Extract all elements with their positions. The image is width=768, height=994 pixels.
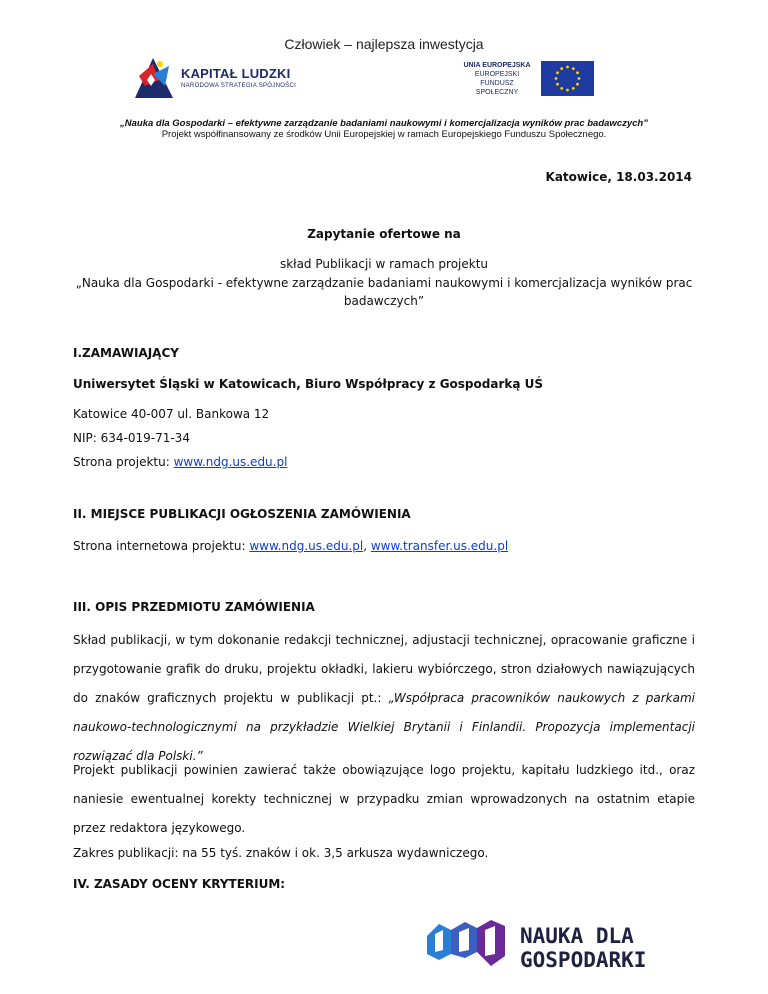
- transfer-site-link[interactable]: www.transfer.us.edu.pl: [370, 539, 509, 553]
- ndg-logo-text: NAUKA DLA GOSPODARKI: [520, 924, 647, 972]
- nauka-dla-gospodarki-logo: [425, 910, 725, 970]
- project-title: „Nauka dla Gospodarki – efektywne zarządzanie badaniami naukowymi i komercjalizacja wyników prac badawczych”: [120, 118, 648, 129]
- header-slogan: Człowiek – najlepsza inwestycja: [284, 36, 484, 52]
- eu-line1: UNIA EUROPEJSKA: [463, 62, 531, 69]
- project-cofinancing: Projekt współfinansowany ze środków Unii Europejskiej w ramach Europejskiego Funduszu Społecznego.: [161, 129, 607, 140]
- section2-heading: II. MIEJSCE PUBLIKACJI OGŁOSZENIA ZAMÓWIENIA: [73, 507, 411, 521]
- kapital-ludzki-subtitle: NARODOWA STRATEGIA SPÓJNOŚCI: [181, 83, 297, 89]
- kapital-ludzki-name: KAPITAŁ LUDZKI: [181, 66, 291, 81]
- document-date: Katowice, 18.03.2014: [545, 170, 692, 184]
- project-site: [73, 455, 287, 469]
- section4-heading: IV. ZASADY OCENY KRYTERIUM:: [73, 877, 286, 891]
- title-line1: skład Publikacji w ramach projektu: [279, 257, 489, 271]
- section1-heading: I.ZAMAWIAJĄCY: [73, 346, 179, 360]
- eu-line3: FUNDUSZ SPOŁECZNY: [475, 80, 519, 96]
- eu-logo-text: [460, 61, 534, 97]
- ndg-site-link[interactable]: www.ndg.us.edu.pl: [249, 539, 364, 553]
- link-separator: ,: [363, 539, 371, 553]
- publication-sites-label: Strona internetowa projektu:: [73, 539, 250, 553]
- publication-scope: Zakres publikacji: na 55 tyś. znaków i ok. 3,5 arkusza wydawniczego.: [73, 846, 489, 860]
- ndg-emblem-icon: [425, 910, 517, 970]
- title-line3: badawczych”: [343, 294, 425, 308]
- description-paragraph: [73, 626, 695, 771]
- publication-sites: [73, 539, 508, 553]
- eu-flag-icon: [541, 61, 594, 96]
- project-site-link[interactable]: www.ndg.us.edu.pl: [173, 455, 288, 469]
- title-line2: „Nauka dla Gospodarki - efektywne zarządzanie badaniami naukowymi i komercjalizacja wyników prac: [75, 276, 693, 290]
- kapital-ludzki-logo: [133, 56, 303, 100]
- nip: NIP: 634-019-71-34: [73, 431, 190, 445]
- eu-logo: [460, 61, 600, 97]
- ordering-party: Uniwersytet Śląski w Katowicach, Biuro Współpracy z Gospodarką UŚ: [73, 377, 544, 391]
- address: Katowice 40-007 ul. Bankowa 12: [73, 407, 270, 421]
- document-heading: Zapytanie ofertowe na: [307, 227, 461, 241]
- publication-title: „Współpraca pracowników naukowych z parkami naukowo-technologicznymi na przykładzie Wielkiej Brytanii i Finlandii. Propozycja implementacji rozwiązać dla Polski.”: [73, 691, 695, 763]
- eu-line2: EUROPEJSKI: [474, 71, 520, 78]
- kapital-ludzki-emblem-icon: [133, 56, 177, 100]
- project-site-label: Strona projektu:: [73, 455, 174, 469]
- section3-heading: III. OPIS PRZEDMIOTU ZAMÓWIENIA: [73, 600, 315, 614]
- logo-requirement-paragraph: Projekt publikacji powinien zawierać także obowiązujące logo projektu, kapitału ludzkiego itd., oraz naniesie ewentualnej korekty technicznej w przypadku zmian wprowadzonych na ostatnim etapie przez redaktora językowego.: [73, 763, 695, 835]
- description-text: Skład publikacji, w tym dokonanie redakcji technicznej, adjustacji technicznej, opracowanie graficzne i przygotowanie grafik do druku, projektu okładki, lakieru wybiórczego, stron działowych nawiązujących do znaków graficznych projektu w publikacji pt.:: [73, 633, 695, 705]
